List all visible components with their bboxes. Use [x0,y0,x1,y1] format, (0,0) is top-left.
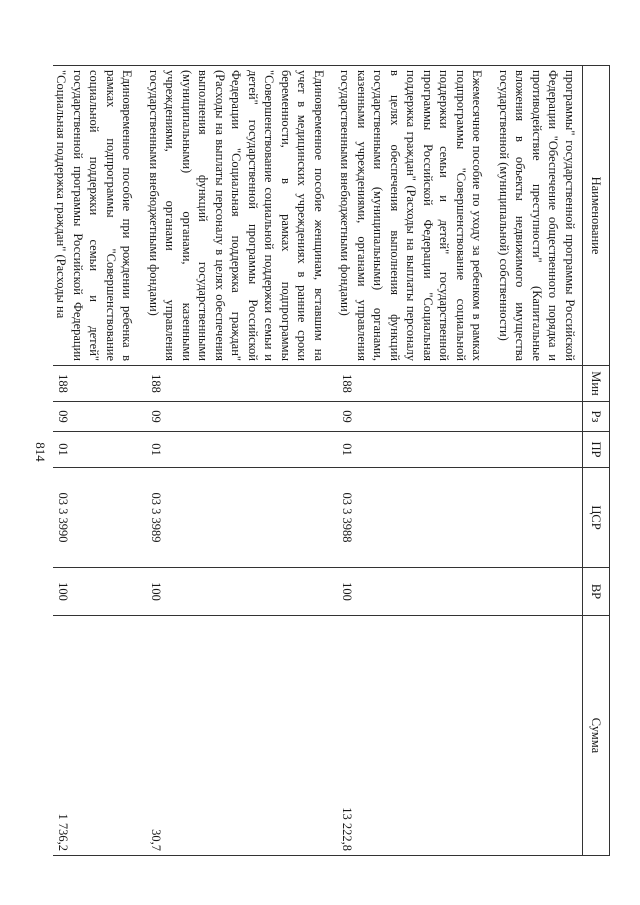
budget-table [53,65,610,856]
row-csr: 03 3 3990 [53,468,140,568]
row-name: Единовременное пособие при рождении ребенка в рамках подпрограммы "Совершенствование социальной поддержки семьи и детей" государственной программы Российской Федерации "Социальная поддержка граждан" (Расходы на [53,66,140,366]
header-name: Наименование [583,66,610,366]
page-number: 814 [33,442,48,462]
row-sum [496,616,583,856]
row-vr: 100 [53,568,140,616]
row-rz [496,402,583,432]
header-csr: ЦСР [583,468,610,568]
row-min: 188 [53,366,140,402]
row-name: Единовременное пособие женщинам, вставшим на учет в медицинских учреждениях в ранние сроки беременности, в рамках подпрограммы "Совершенствование социальной поддержки семьи и детей" государственной программы Российской Федерации "Социальная поддержка граждан" (Расходы на выплаты персоналу в целях обеспечения выполнения функций государственными (муниципальными) органами, казенными учреждениями, органами управления государственными внебюджетными фондами) [146,66,332,366]
row-min [496,366,583,402]
row-pr [496,432,583,468]
table-header-row [583,66,610,856]
row-rz: 09 [146,402,332,432]
row-vr: 100 [337,568,490,616]
row-csr: 03 3 3989 [146,468,332,568]
row-rz: 09 [337,402,490,432]
row-name: программы" государственной программы Российской Федерации "Обеспечение общественного порядка и противодействие преступности" (Капитальные вложения в объекты недвижимого имущества государственной (муниципальной) собственности) [496,66,583,366]
row-rz: 09 [53,402,140,432]
row-pr: 01 [146,432,332,468]
budget-table-sheet [54,65,610,855]
row-sum: 13 222,8 [337,616,490,856]
header-pr: ПР [583,432,610,468]
table-row [146,66,332,856]
header-sum: Сумма [583,616,610,856]
row-vr: 100 [146,568,332,616]
row-vr [496,568,583,616]
row-pr: 01 [53,432,140,468]
row-min: 188 [146,366,332,402]
header-min: Мин [583,366,610,402]
header-rz: Рз [583,402,610,432]
table-row [53,66,140,856]
row-name: Ежемесячное пособие по уходу за ребенком в рамках подпрограммы "Совершенствование социальной поддержки семьи и детей" государственной программы Российской Федерации "Социальная поддержка граждан" (Расходы на выплаты персоналу в целях обеспечения выполнения функций государственными (муниципальными) органами, казенными учреждениями, органами управления государственными внебюджетными фондами) [337,66,490,366]
table-row [496,66,583,856]
row-pr: 01 [337,432,490,468]
header-vr: ВР [583,568,610,616]
table-row [337,66,490,856]
row-sum: 1 736,2 [53,616,140,856]
row-csr: 03 3 3988 [337,468,490,568]
row-csr [496,468,583,568]
row-min: 188 [337,366,490,402]
row-sum: 30,7 [146,616,332,856]
